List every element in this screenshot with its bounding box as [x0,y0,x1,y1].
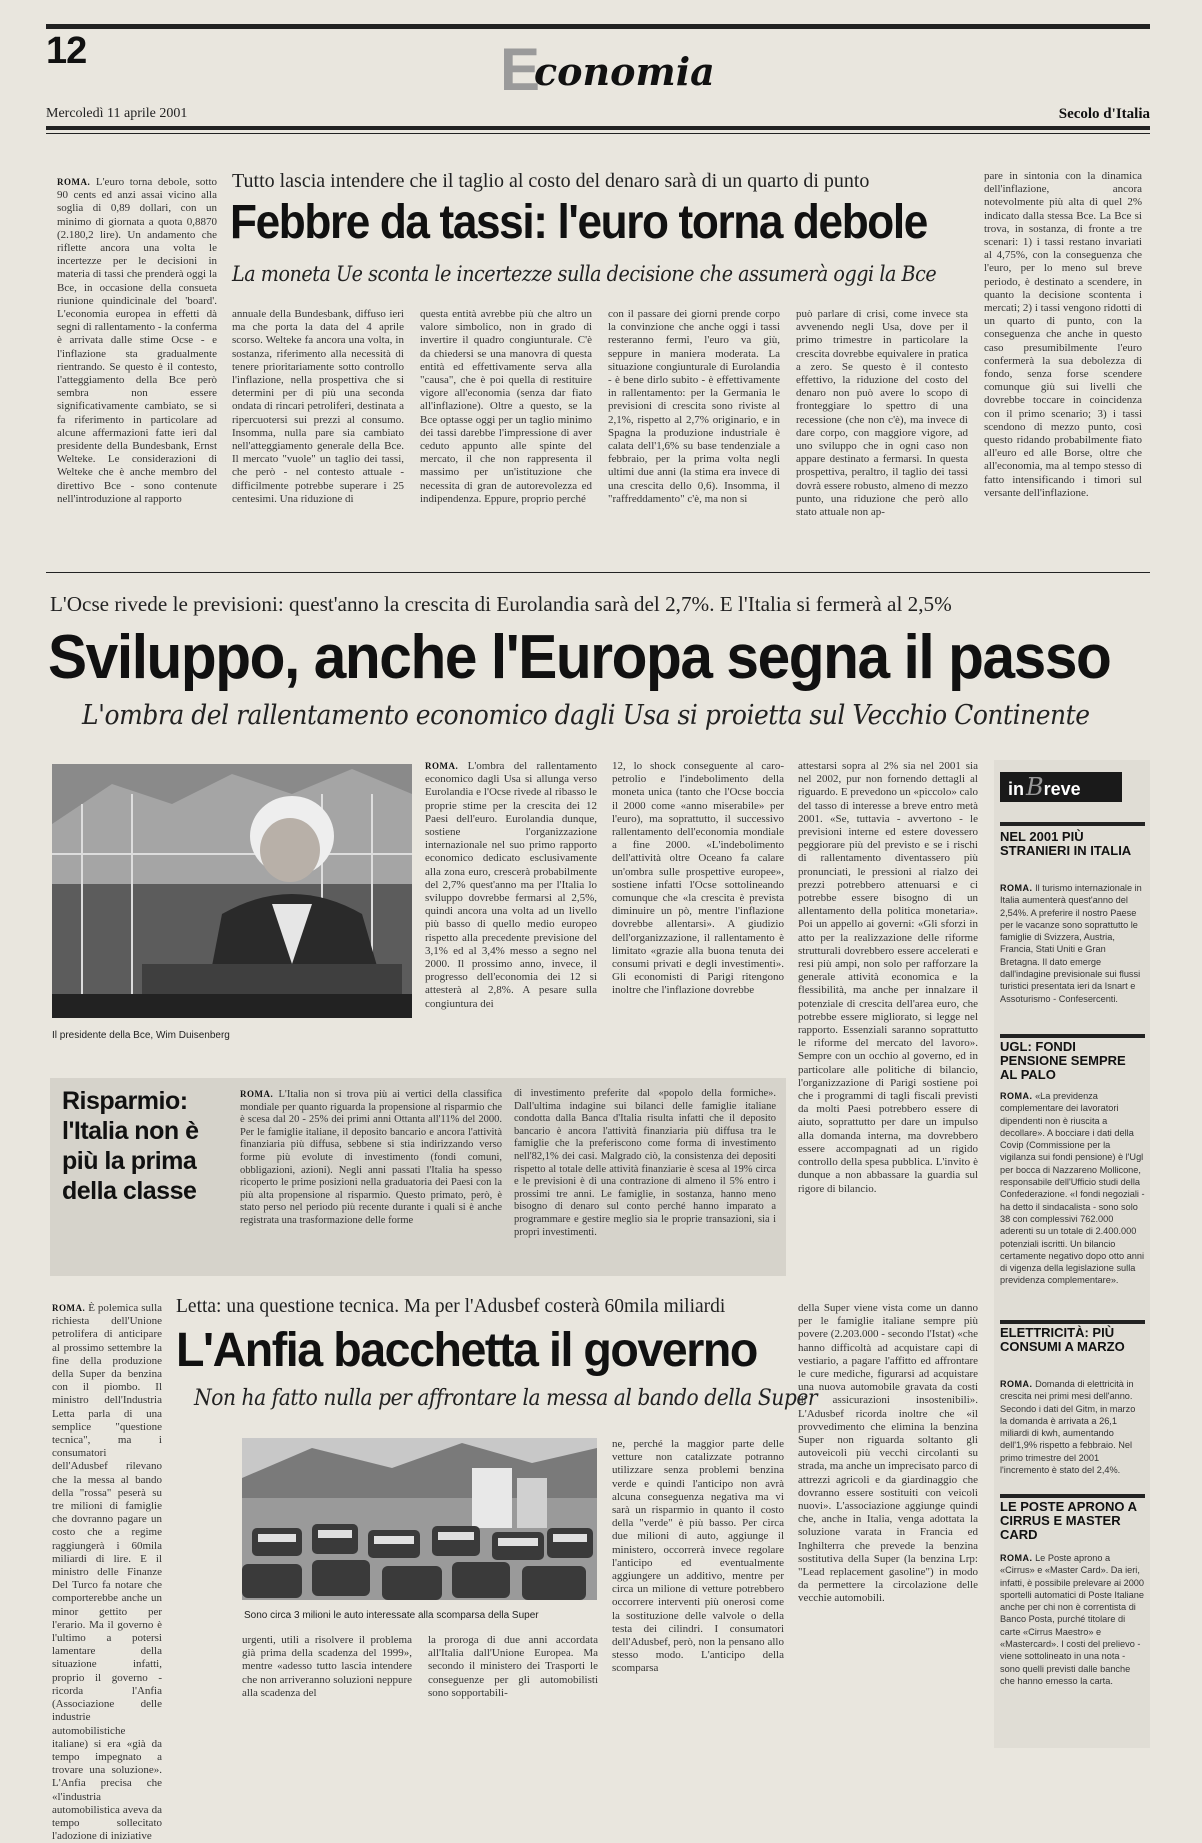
brief4-body [1000,1552,1145,1742]
article1-col2: annuale della Bundesbank, diffuso ieri ma che porta la data del 4 aprile scorso. Welteke fa ancora una volta, in sostanza, riferimento alla necessità di tenere prioritariamente sotto controllo l'inflazione, nella prospettiva che si determini per di più una seconda ondata di rincari petroliferi, destinata a ripercuotersi sui prezzi al consumo. Insomma, nulla pare sia cambiato nell'atteggiamento generale della Bce. Il mercato "vuole" un taglio dei tassi, che però - nel contesto attuale - difficilmente potrebbe superare i 25 centesimi. Una riduzione di [232,308,404,505]
risparmio-headline: Risparmio: l'Italia non è più la prima della classe [62,1087,199,1205]
article3-col5: della Super viene vista come un danno per le famiglie italiane sempre più povere (2.203.000 - secondo l'Istat) «che hanno difficoltà ad acquistare capi di vestiario, a pagare l'affitto ed affrontare le cure mediche, figurarsi ad acquistare una nuova automobile gravata da costi di assicurazioni insostenibili». L'Adusbef ricorda inoltre che «il provvedimento che elimina la benzina Super non riguarda soltanto gli autoveicoli più vecchi circolanti su strada, ma anche un imprecisato parco di attrezzi agricoli e da giardinaggio che dovranno essere sostituiti con veicoli nuovi». L'associazione aggiunge quindi che, anche in Italia, venga adottata la soluzione varata in Francia ed Inghilterra che prevede la benzina sostitutiva della Super (la benzina Lrp: "Lead replacement gasoline") in modo da permettere la circolazione delle vecchie automobili. [798,1302,978,1605]
article2-deck: L'ombra del rallentamento economico dagli Usa si proietta sul Vecchio Continente [82,700,1090,731]
risparmio-col1-text: L'Italia non si trova più ai vertici della classifica mondiale per quanto riguarda la propensione al risparmio che è scesa dal 20 - 25% dei primi anni Ottanta all'11% del 2000. Per le famiglie italiane, il deposito bancario e ancora l'attività finanziaria più diffusa, sebbene si stia indirizzando verso forme più evolute di investimento (fondi comuni, obbligazioni, azioni). Negli anni passati l'Italia ha spesso ricoperto le prime posizioni nella graduatoria dei Paesi con la più alta propensione al risparmio. Questo primato, però, è stato perso nel periodo più recente durante i quali si è anche registrata una trasformazione delle forme [240,1089,503,1226]
article1-deck: La moneta Ue sconta le incertezze sulla decisione che assumerà oggi la Bce [232,262,937,286]
brief2-text: «La previdenza complementare dei lavoratori dipendenti non è riuscita a decollare». A bocciare i dati della Covip (Commissione per la vigilanza sui fondi pensione) è l'Ugl per bocca di Nazzareno Mollicone, responsabile dell'Ufficio studi della Confederazione. «I fondi negoziali - ha detto il sindacalista - sono solo 38 con complessivi 762.000 aderenti su un totale di 2.400.000 potenziali iscritti. Un bilancio certamente negativo dopo otto anni di vigenza della legislazione sulla previdenza complementare». [1000,1091,1145,1286]
duisenberg-photo-illustration [52,764,412,1018]
brief2-dateline: ROMA. [1000,1091,1033,1101]
in-breve-logo-b: B [1026,773,1044,801]
article1-col1 [57,176,217,556]
article3-kicker: Letta: una questione tecnica. Ma per l'Adusbef costerà 60mila miliardi [176,1296,726,1317]
brief1-body [1000,882,1145,1022]
risparmio-col1 [240,1088,502,1262]
in-breve-logo-in: in [1008,779,1024,799]
section-title [500,36,715,103]
brief1-dateline: ROMA. [1000,883,1033,893]
article3-dateline: ROMA. [52,1303,86,1313]
paper-name: Secolo d'Italia [1058,106,1150,122]
brief1-rule [1000,822,1145,826]
brief3-dateline: ROMA. [1000,1379,1033,1389]
brief2-rule [1000,1034,1145,1038]
traffic-photo [242,1438,597,1600]
brief3-text: Domanda di elettricità in crescita nei primi mesi dell'anno. Secondo i dati del Gitm, in marzo la domanda è arrivata a 26,1 miliardi di kwh, aumentando dell'1,9% rispetto a febbraio. Nel primo trimestre del 2001 l'incremento è stato del 2,4%. [1000,1379,1136,1476]
masthead-thin-rule [46,133,1150,134]
brief2-body [1000,1090,1145,1312]
brief4-dateline: ROMA. [1000,1553,1033,1563]
brief4-headline: LE POSTE APRONO A CIRRUS E MASTER CARD [1000,1499,1137,1542]
article2-col1-text: L'ombra del rallentamento economico dagli Usa si allunga verso Eurolandia e l'Ocse rivede al ribasso le proprie stime per la crescita dei 12 Paesi dell'euro. Eurolandia dunque, sostiene l'organizzazione internazionale nel suo primo rapporto economico dedicato esclusivamente alla zona euro, crescerà probabilmente del 2,7% quest'anno ma per l'Italia lo sviluppo dovrebbe fermarsi al 2,5%, quindi ancora una volta ad un livello più basso di quello medio europeo rispetto alla precedente previsione del 3,1% ed al 3,4% messo a segno nel 2000. Il prossimo anno, invece, il progresso dell'economia dei 12 si attesterà al 2,8%. A pesare sulla congiuntura dei [425,760,597,1010]
brief3-body [1000,1378,1145,1488]
article2-dateline: ROMA. [425,761,459,771]
brief1-text: Il turismo internazionale in Italia aumenterà quest'anno del 2,54%. A preferire il nostro Paese per le vacanze sono soprattutto le famiglie di Svizzera, Austria, Francia, Stati Uniti e Gran Bretagna. Il dato emerge dall'indagine previsionale sui flussi turistici presentata ieri da Isnart e Assoturismo - Confesercenti. [1000,883,1142,1004]
article3-col1-text: È polemica sulla richiesta dell'Unione petrolifera di anticipare al prossimo settembre la fine della produzione della Super da benzina con il piombo. Il ministro dell'Industria Letta parla di una semplice "questione tecnica", ma i consumatori dell'Adusbef rilevano che la messa al bando della "rossa" peserà su tre milioni di famiglie che dovranno pagare un costo che a regime raggiungerà i 60mila miliardi di lire. E il ministro delle Finanze Del Turco fa notare che comporterebbe anche un minor gettito per l'erario. Ma il governo è l'ultimo a potersi lamentare della situazione infatti, proprio il governo - ricorda l'Anfia (Associazione delle industrie automobilistiche italiane) si era «già da tempo impegnato a trovare una soluzione». L'Anfia precisa che «l'industria automobilistica aveva da tempo sollecitato l'adozione di iniziative [52,1302,163,1843]
article3-col3: la proroga di due anni accordata all'Italia dall'Unione Europea. Ma secondo il ministero dei Trasporti le conseguenze per gli automobilisti sono sopportabili- [428,1634,598,1699]
article2-col1 [425,760,597,1046]
brief3-rule [1000,1320,1145,1324]
top-rule [46,24,1150,29]
brief2-headline: UGL: FONDI PENSIONE SEMPRE AL PALO [1000,1039,1126,1082]
brief4-rule [1000,1494,1145,1498]
article1-bottom-rule [46,572,1150,573]
article1-col1-text: L'euro torna debole, sotto 90 cents ed anzi assai vicino alla soglia di 0,89 dollari, con un minimo di giornata a quota 0,8870 (2.180,2 lire). Un andamento che riflette ancora una volta le incertezze per le decisioni in materia di tassi che prenderà oggi la Bce, in occasione della consueta riunione quindicinale del 'board'. L'economia europea in effetti dà segni di rallentamento - la conferma è arrivata dalle stime Ocse - e l'inflazione sta gradualmente rientrando. Se questo è il contesto, l'atteggiamento della Bce però sembra non essere significativamente cambiato, se si fa riferimento in particolare ad alcune affermazioni fatte ieri dal presidente della Bundesbank, Ernst Welteke. Le considerazioni di Welteke che è anche membro del direttivo Bce - sono contenute nell'introduzione al rapporto [57,176,217,505]
article3-headline: L'Anfia bacchetta il governo [176,1324,757,1377]
article1-kicker: Tutto lascia intendere che il taglio al costo del denaro sarà di un quarto di punto [232,170,870,192]
article2-col2: 12, lo shock conseguente al caro-petrolio e l'indebolimento della moneta unica (tanto che l'Ocse boccia il 2000 come «anno miserabile» per l'euro), ma soprattutto, il successivo rallentamento dell'economia mondiale a fine 2000. «L'indebolimento dell'attività oltre Oceano fa calare un'ombra sulle prospettive europee», sostiene infatti l'Ocse sottolineando comunque che «la crescita è prevista diminuire un pò, mentre l'inflazione dovrebbe allentarsi». A giudizio dell'organizzazione, il rallentamento è limitato «grazie alla buona tenuta dei consumi privati e degli investimenti». Gli economisti di Parigi ritengono inoltre che l'inflazione dovrebbe [612,760,784,997]
article1-col5: può parlare di crisi, come invece sta avvenendo negli Usa, dove per il primo trimestre in particolare la crescita dovrebbe equivalere in pratica a zero. Se questo è il contesto effettivo, la riduzione del costo del denaro non può avere lo scopo di fronteggiare lo spettro di una recessione (che non c'è), ma invece di dare corpo, con maggiore vigore, ad uno sviluppo che in ogni caso non appare destinato a fermarsi. In questa prospettiva, peraltro, il taglio dei tassi dovrà essere robusto, almeno di mezzo punto, una riduzione che però allo stato attuale non ap- [796,308,968,519]
traffic-photo-illustration [242,1438,597,1600]
risparmio-col2: di investimento preferite dal «popolo della formiche». Dall'ultima indagine sui bilanci delle famiglie italiane condotta dalla Banca d'Italia risulta infatti che il deposito bancario è ancora l'attività finanziaria più diffusa tra le famiglie che la preferiscono come forma di investimento nell'82,1% dei casi. Malgrado ciò, la consistenza dei depositi rispetto al totale delle attività finanziarie è scesa al 19% circa e le previsioni è di una contrazione di almeno il 5% entro i prossimi tre anni. Le famiglie, in sostanza, hanno meno bisogno di denaro sul conto perché hanno imparato a programmare e gestire meglio sia le proprie transazioni, sia i propri investimenti. [514,1088,776,1238]
article3-col1 [52,1302,163,1843]
in-breve-logo [1000,772,1122,802]
article1-col4: con il passare dei giorni prende corpo la convinzione che anche oggi i tassi resteranno fermi, l'euro va giù, seppure in maniera moderata. La situazione congiunturale di Eurolandia - è bene dirlo subito - è effettivamente in rallentamento: per la Germania le previsioni di crescita sono riviste al 2,1%, rispetto al 2,7% originario, e in Spagna la produzione industriale è calata dell'1,6% su base tendenziale a febbraio, per la prima volta negli ultimi due anni (la stima era invece di una crescita dello 0,6). Insomma, il "raffreddamento" c'è, ma non si [608,308,780,505]
in-breve-logo-rest: reve [1043,779,1081,799]
article2-kicker: L'Ocse rivede le previsioni: quest'anno la crescita di Eurolandia sarà del 2,7%. E l'Italia si fermerà al 2,5% [50,592,952,616]
brief4-text: Le Poste aprono a «Cirrus» e «Master Card». Da ieri, infatti, è possibile prelevare ai 2000 sportelli automatici di Poste Italiane anche per chi non è correntista di Banco Posta, purché titolare di carte «Cirrus Maestro» e «Mastercard». I costi del prelievo - viene sottolineato in una nota - sono quelli previsti dalle banche che hanno emesso la carta. [1000,1553,1145,1686]
article2-headline: Sviluppo, anche l'Europa segna il passo [48,623,1111,692]
brief3-headline: ELETTRICITÀ: PIÙ CONSUMI A MARZO [1000,1325,1125,1354]
duisenberg-photo-caption: Il presidente della Bce, Wim Duisenberg [52,1030,230,1041]
duisenberg-photo [52,764,412,1018]
issue-date: Mercoledì 11 aprile 2001 [46,106,188,121]
article1-col6: pare in sintonia con la dinamica dell'inflazione, ancora notevolmente più alta di quel 2% indicato dalla stessa Bce. La Bce si trova, in sostanza, di fronte a tre scenari: 1) i tassi restano invariati al 4,75%, con la conseguenza che l'euro, per lo meno sul breve periodo, è destinato a scendere, in quanto la decisione scontenta i mercati; 2) i tassi vengono ridotti di un quarto di punto, con la conseguenza che anche in questo caso presumibilmente l'euro confermerà la sua debolezza di fondo, senza forse scendere comunque giù sui livelli che dovrebbe toccare in coincidenza con il primo scenario; 3) i tassi scendono di mezzo punto, così questo ridando probabilmente fiato all'euro ed alle Borse, oltre che all'economia, ma al tempo stesso di fatto intensificando i timori sul versante dell'inflazione. [984,170,1142,499]
section-initial: E [500,36,541,103]
page-number: 12 [46,30,87,72]
article3-col2: urgenti, utili a risolvere il problema già prima della scadenza del 1999», mentre «adesso tutto lascia intendere che non arriveranno soluzioni neppure alla scadenza del [242,1634,412,1699]
risparmio-dateline: ROMA. [240,1089,274,1099]
brief1-headline: NEL 2001 PIÙ STRANIERI IN ITALIA [1000,829,1132,858]
article2-col3: attestarsi sopra al 2% sia nel 2001 sia nel 2002, pur non fornendo dettagli al riguardo. E prevedono un «piccolo» calo del tasso di interesse a breve entro metà 2001. «Se, tuttavia - avvertono - le previsioni interne ed estere dovessero peggiorare più del previsto e se i rischi di rallentamento diventassero più pronunciati, le pressioni al rialzo dei prezzi potrebbero attenuarsi e ci potrebbe essere bisogno di un allentamento della politica monetaria». Poi un appello ai governi: «Gli sforzi in atto per la realizzazione delle riforme strutturali dovrebbero essere accelerati e resi più ampi, non solo per rafforzare la generale attività economica e la flessibilità, ma anche per innalzare il potenziale di crescita dell'area euro, che potrebbe essere migliorato, si legge nel rapporto. Essenziali saranno soprattutto le riforme del mercato del lavoro». Sempre con un occhio al governo, ed in particolare alle politiche di bilancio, l'organizzazione di Parigi sostiene poi che i programmi di tagli fiscali previsti da molti Paesi potrebbero essere di aiuto, soprattutto per dare un impulso alla domanda interna, ma dovrebbero essere accompagnati ad un rigido controllo della spesa pubblica. L'invito è dunque a non abbassare la guardia sul rigore di bilancio. [798,760,978,1195]
article3-col4: ne, perché la maggior parte delle vetture non catalizzate potranno utilizzare senza problemi benzina verde e quindi l'anticipo non avrà alcuna conseguenza negativa ma vi sarà un risparmio in quanto il costo della "verde" è più basso. Per circa due milioni di auto, aggiunge il ministero, occorrerà invece regolare l'anticipo ed eventualmente aggiungere un additivo, mentre per circa un milione di vetture potrebbero occorrere interventi più onerosi come la sostituzione delle valvole o della testa dei cilindri. I consumatori dell'Adusbef, però, non la pensano allo stesso modo. L'anticipo della scomparsa [612,1438,784,1675]
section-rest: conomia [534,49,715,94]
traffic-photo-caption: Sono circa 3 milioni le auto interessate alla scomparsa della Super [244,1610,539,1621]
article3-deck: Non ha fatto nulla per affrontare la messa al bando della Super [194,1386,818,1411]
article1-col3: questa entità avrebbe più che altro un valore simbolico, non in grado di invertire il quadro congiunturale. C'è da chiedersi se una manovra di questa entità ed effettivamente serva alla "causa", che è poi quella di restituire vigore all'economia (senza dar fiato all'inflazione). Oltre a questo, se la Bce optasse oggi per un taglio minimo dei tassi darebbe l'impressione di aver ceduto appunto alle spinte del mercato, il che non rappresenta il massimo per un'istituzione che necessita di gran de autorevolezza ed indipendenza. Eppure, proprio perché [420,308,592,505]
article1-headline: Febbre da tassi: l'euro torna debole [230,196,927,249]
article1-dateline: ROMA. [57,177,91,187]
masthead-rule [46,126,1150,130]
